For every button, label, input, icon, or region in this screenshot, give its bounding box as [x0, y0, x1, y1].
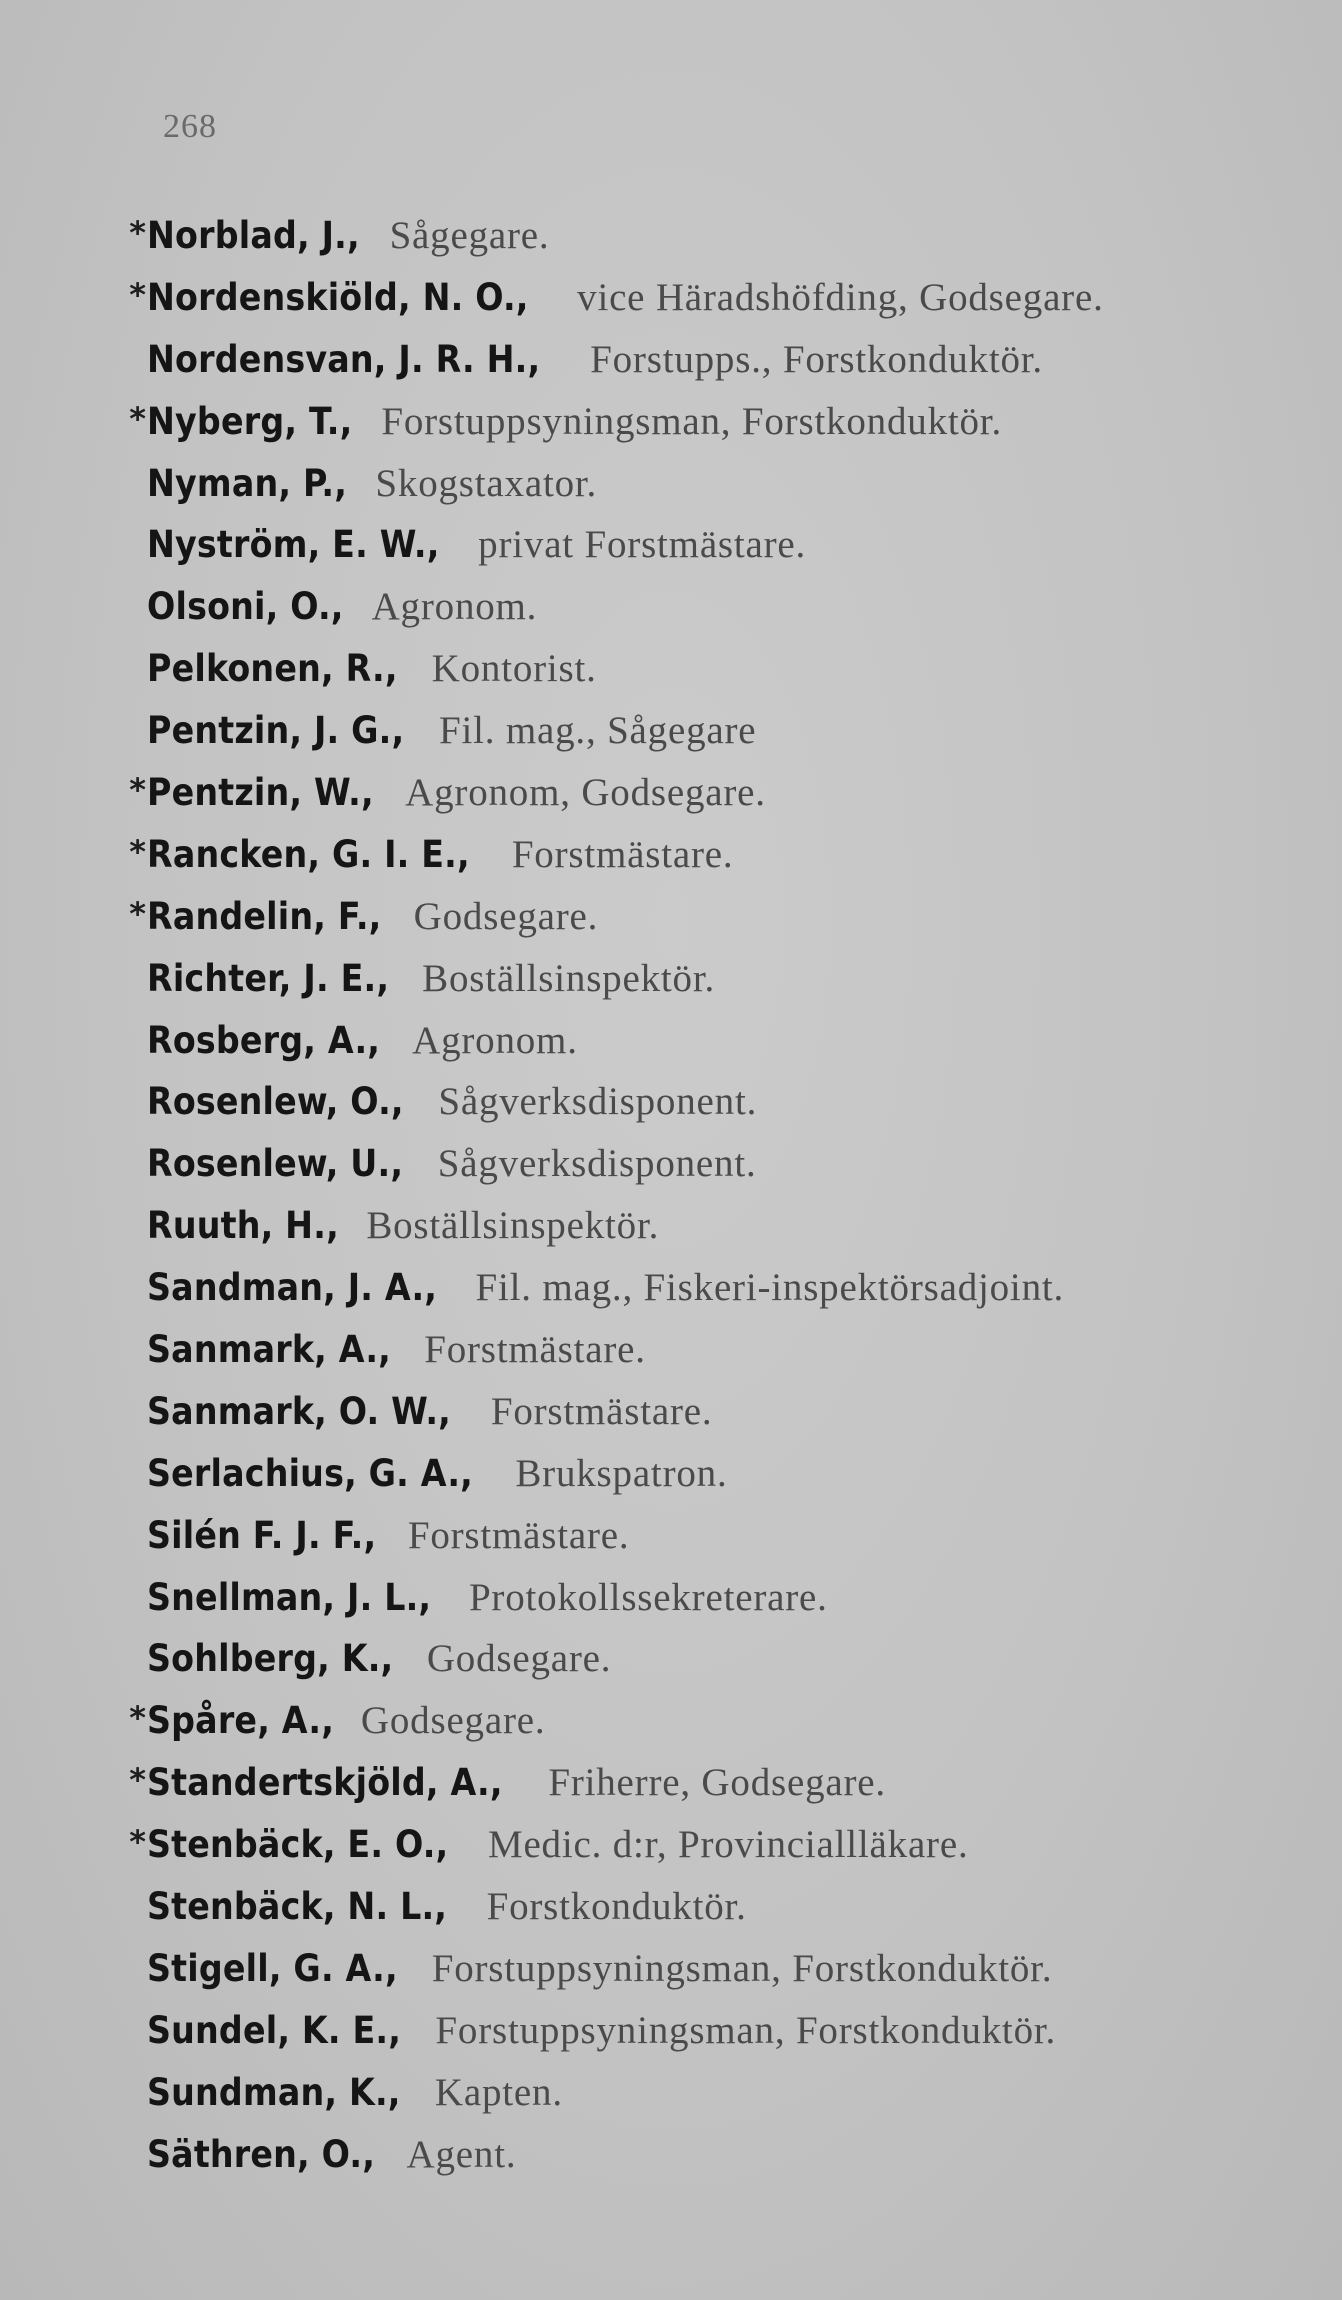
entry-name: Stenbäck, E. O.,: [147, 1823, 449, 1867]
entry-occupation: Skogstaxator.: [375, 461, 598, 505]
entry-name: Silén F. J. F.,: [147, 1513, 377, 1557]
entry-name: Nordensvan, J. R. H.,: [147, 337, 541, 381]
entry-occupation: Forstuppsyningsman, Forstkonduktör.: [435, 2008, 1057, 2052]
entry-name: Spåre, A.,: [147, 1699, 335, 1743]
list-item: [118, 267, 1298, 329]
entry-name: Sundman, K.,: [147, 2070, 401, 2114]
entry-occupation: Sågegare.: [389, 214, 550, 257]
list-item: [118, 1876, 1298, 1938]
page-number: 268: [163, 108, 217, 145]
entry-occupation: Forstmästare.: [424, 1328, 646, 1372]
entry-name: Stenbäck, N. L.,: [147, 1885, 448, 1929]
entry-occupation: Forstuppsyningsman, Forstkonduktör.: [381, 399, 1002, 443]
entry-name: Rosenlew, U.,: [147, 1142, 404, 1186]
entry-occupation: Protokollssekreterare.: [468, 1575, 828, 1619]
entry-name: Sandman, J. A.,: [147, 1266, 438, 1310]
asterisk-mark: *: [129, 1699, 146, 1738]
list-item: [118, 1443, 1298, 1505]
list-item: [118, 886, 1298, 948]
entry-occupation: Fil. mag., Sågegare: [439, 709, 757, 753]
asterisk-mark: *: [129, 214, 146, 252]
list-item: [118, 2000, 1298, 2062]
entry-occupation: Forstuppsyningsman, Forstkonduktör.: [431, 1946, 1053, 1990]
list-item: [118, 2062, 1298, 2124]
list-item: [118, 1752, 1298, 1814]
entry-name: Nyman, P.,: [147, 461, 348, 505]
entry-occupation: Fil. mag., Fiskeri-inspektörsadjoint.: [475, 1266, 1065, 1310]
list-item: [118, 329, 1298, 391]
list-item: [118, 2124, 1298, 2186]
entry-occupation: Godsegare.: [426, 1637, 612, 1681]
entry-occupation: Friherre, Godsegare.: [548, 1761, 886, 1805]
list-item: [118, 1010, 1298, 1072]
list-item: [118, 1505, 1298, 1567]
asterisk-mark: *: [129, 1823, 146, 1862]
list-item: [118, 391, 1298, 453]
list-item: [118, 1319, 1298, 1381]
entry-name: Rosberg, A.,: [147, 1018, 381, 1062]
entry-name: Sohlberg, K.,: [147, 1637, 394, 1681]
entry-name: Richter, J. E.,: [147, 956, 390, 1000]
entry-occupation: privat Forstmästare.: [478, 523, 807, 567]
list-item: [118, 1133, 1298, 1195]
entry-name: Rosenlew, O.,: [147, 1080, 404, 1124]
entry-occupation: Forstmästare.: [490, 1389, 713, 1433]
list-item: [118, 1690, 1298, 1752]
list-item: [118, 1814, 1298, 1876]
entry-name: Norblad, J.,: [147, 214, 360, 257]
member-list: [118, 205, 1298, 2186]
entry-occupation: Sågverksdisponent.: [438, 1080, 758, 1124]
list-item: [118, 1257, 1298, 1319]
entry-name: Sanmark, O. W.,: [147, 1389, 451, 1433]
entry-name: Pentzin, J. G.,: [147, 709, 405, 753]
asterisk-mark: *: [129, 275, 146, 314]
entry-occupation: Forstmästare.: [407, 1513, 630, 1557]
list-item: [118, 638, 1298, 700]
asterisk-mark: *: [129, 894, 146, 933]
entry-occupation: Godsegare.: [360, 1699, 546, 1743]
list-item: [118, 948, 1298, 1010]
entry-name: Serlachius, G. A.,: [147, 1451, 474, 1495]
entry-name: Pelkonen, R.,: [147, 647, 398, 691]
entry-name: Sanmark, A.,: [147, 1328, 391, 1372]
list-item: [118, 762, 1298, 824]
entry-name: Säthren, O.,: [147, 2132, 376, 2176]
entry-occupation: Agent.: [406, 2132, 517, 2176]
entry-name: Nyberg, T.,: [147, 399, 353, 443]
entry-occupation: Agronom, Godsegare.: [405, 771, 766, 815]
entry-occupation: Boställsinspektör.: [366, 1204, 660, 1248]
list-item: [118, 514, 1298, 576]
entry-occupation: Boställsinspektör.: [422, 956, 715, 1000]
entry-occupation: Agronom.: [371, 585, 538, 629]
list-item: [118, 1628, 1298, 1690]
list-item: [118, 1567, 1298, 1629]
entry-name: Standertskjöld, A.,: [147, 1761, 503, 1805]
entry-name: Rancken, G. I. E.,: [147, 832, 470, 876]
asterisk-mark: *: [129, 771, 146, 810]
entry-occupation: Godsegare.: [413, 894, 599, 938]
entry-name: Ruuth, H.,: [147, 1204, 339, 1248]
entry-occupation: Kontorist.: [431, 647, 597, 691]
asterisk-mark: *: [129, 1761, 146, 1800]
list-item: [118, 205, 1298, 267]
list-item: [118, 700, 1298, 762]
entry-name: Pentzin, W.,: [147, 771, 374, 815]
entry-name: Snellman, J. L.,: [147, 1575, 432, 1619]
entry-name: Stigell, G. A.,: [147, 1946, 398, 1990]
entry-occupation: Forstkonduktör.: [486, 1885, 747, 1929]
list-item: [118, 824, 1298, 886]
entry-name: Nordenskiöld, N. O.,: [147, 275, 529, 319]
list-item: [118, 1381, 1298, 1443]
entry-occupation: Kapten.: [434, 2070, 563, 2114]
entry-name: Randelin, F.,: [147, 894, 382, 938]
asterisk-mark: *: [129, 832, 146, 871]
entry-occupation: Brukspatron.: [515, 1451, 728, 1495]
entry-name: Sundel, K. E.,: [147, 2008, 402, 2052]
list-item: [118, 1938, 1298, 2000]
asterisk-mark: *: [129, 399, 146, 438]
entry-occupation: Medic. d:r, Provinciallläkare.: [487, 1823, 969, 1867]
entry-name: Nyström, E. W.,: [147, 523, 440, 567]
entry-occupation: Agronom.: [412, 1018, 578, 1062]
list-item: [118, 1195, 1298, 1257]
list-item: [118, 1071, 1298, 1133]
entry-occupation: vice Häradshöfding, Godsegare.: [577, 275, 1104, 319]
entry-occupation: Forstmästare.: [511, 832, 734, 876]
entry-occupation: Sågverksdisponent.: [437, 1142, 757, 1186]
list-item: [118, 576, 1298, 638]
entry-name: Olsoni, O.,: [147, 585, 344, 629]
entry-occupation: Forstupps., Forstkonduktör.: [590, 337, 1043, 381]
list-item: [118, 453, 1298, 515]
